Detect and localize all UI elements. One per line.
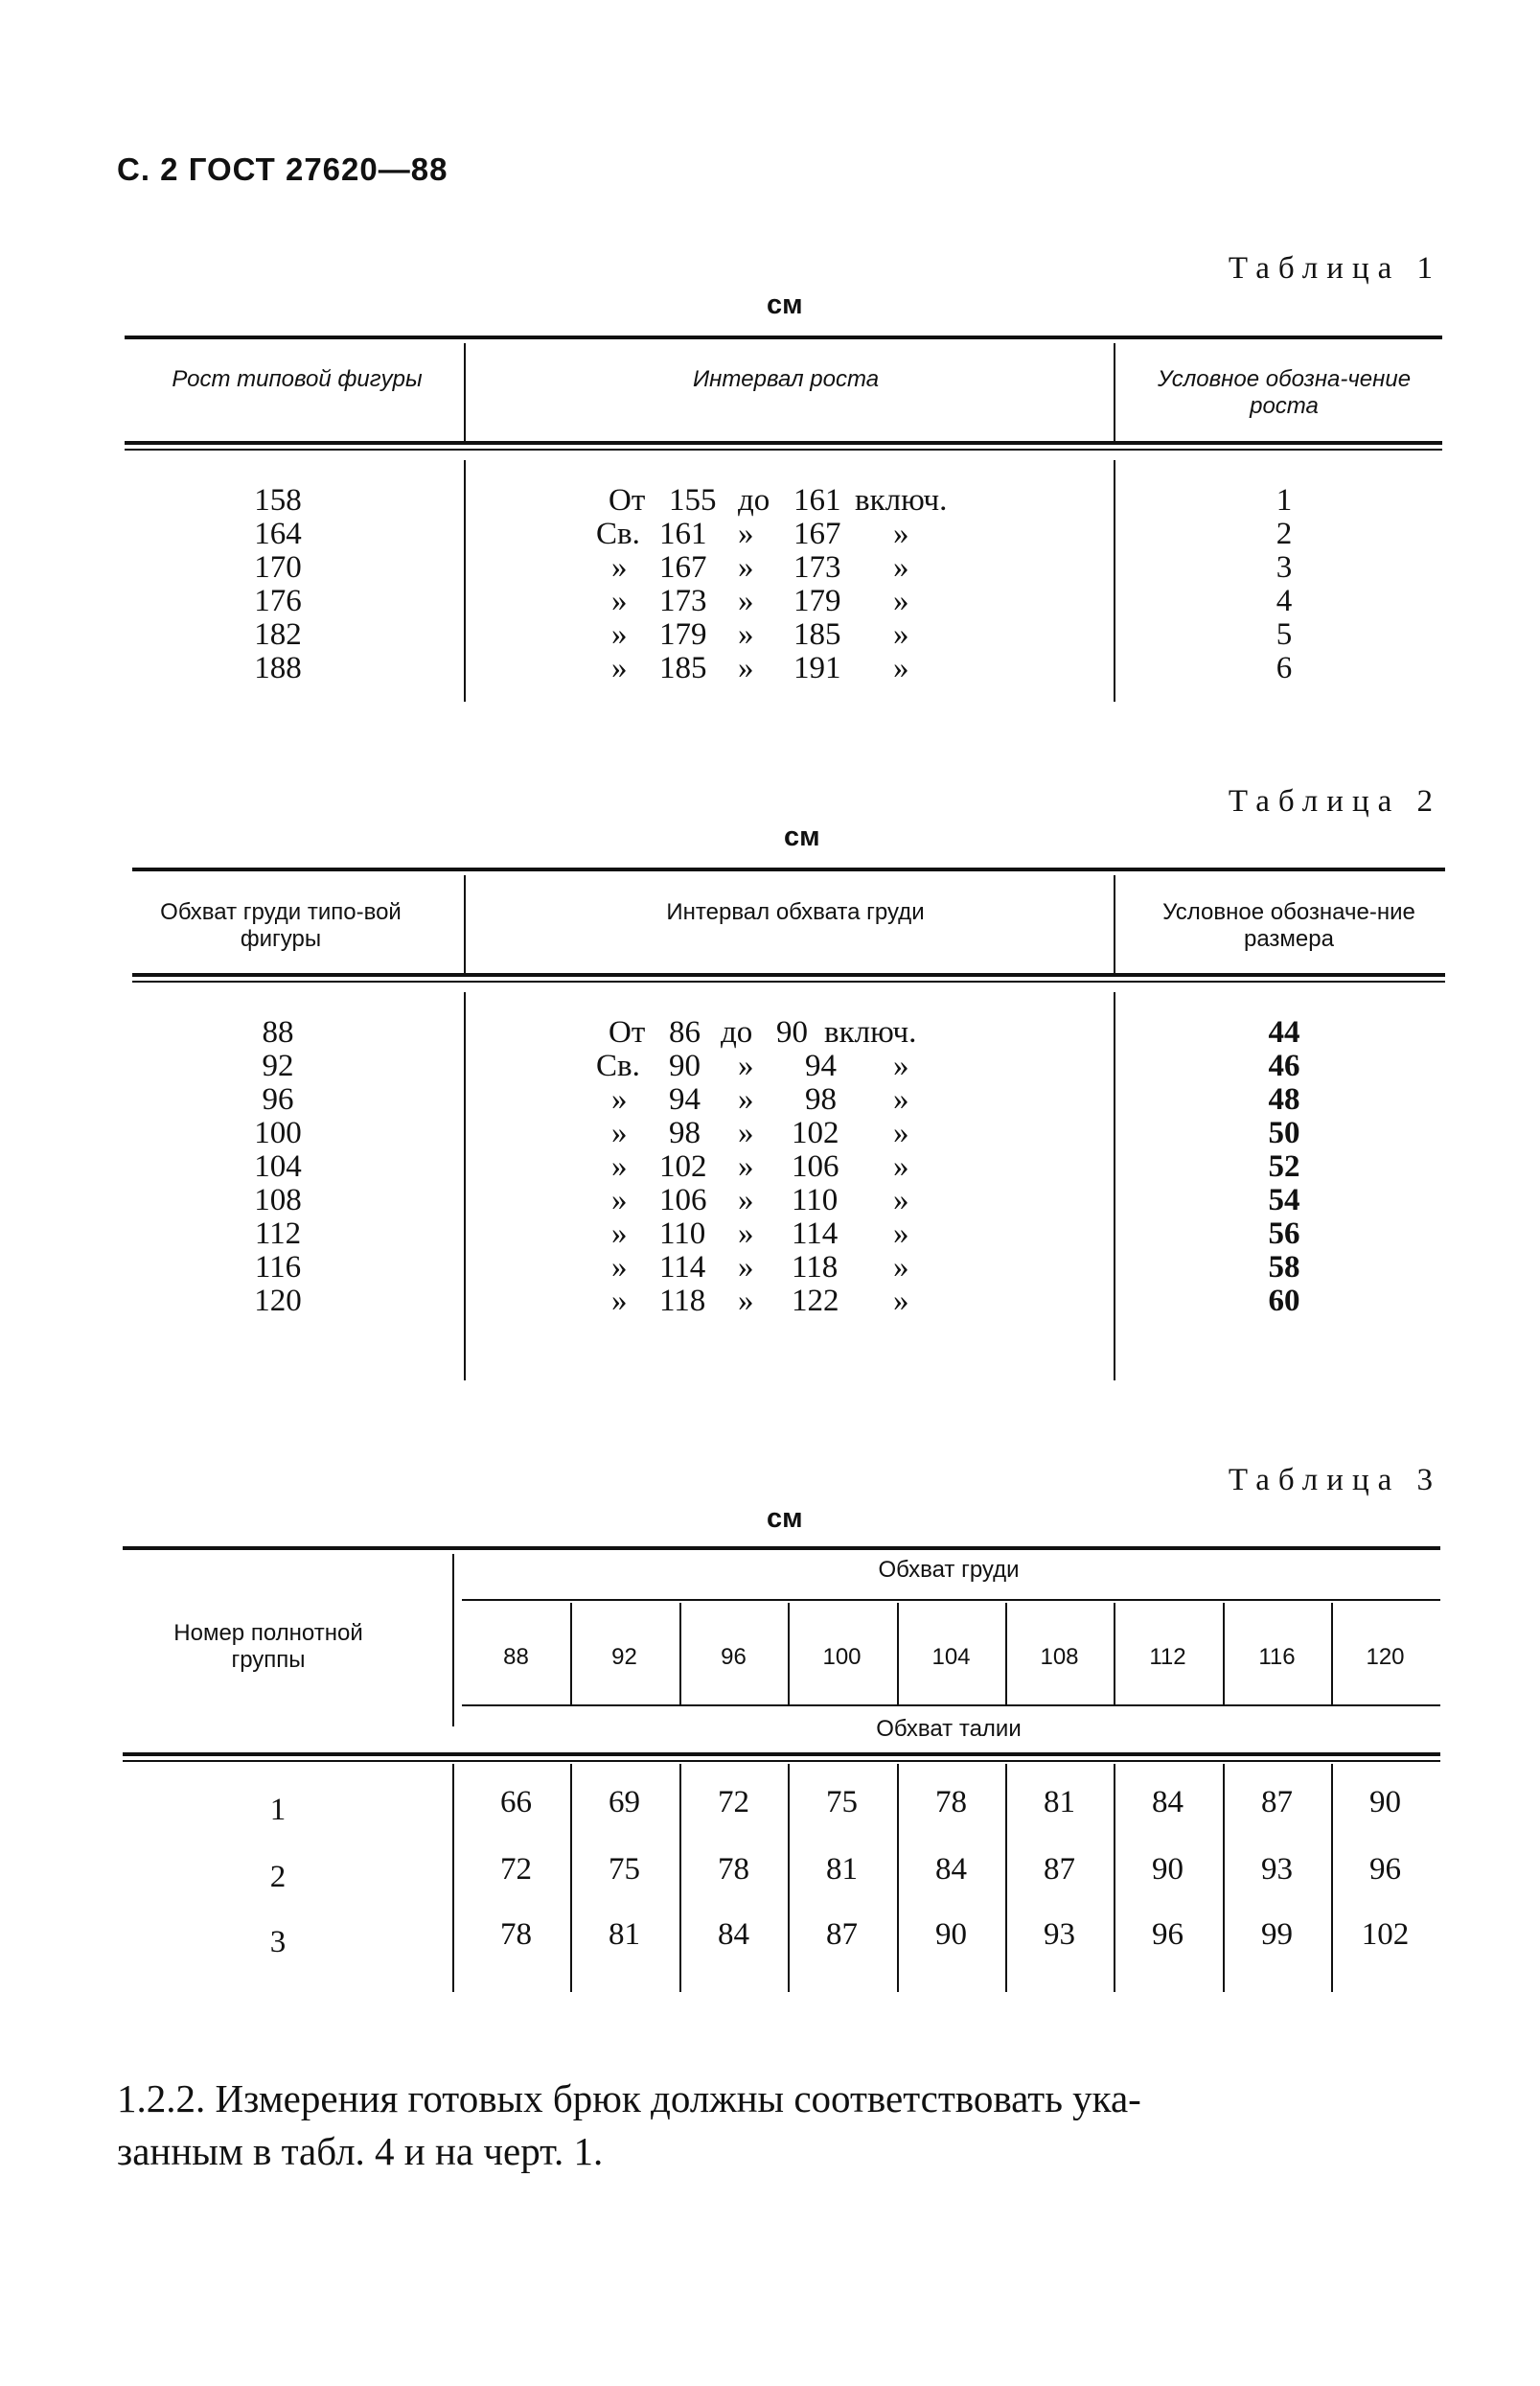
table1-divider: [464, 343, 466, 441]
table3-group-number: 3: [269, 1925, 287, 1959]
interval-suffix: »: [893, 1082, 909, 1117]
table1-unit: см: [767, 290, 803, 320]
interval-prefix: »: [611, 651, 628, 685]
table3-waist-value: 87: [1044, 1852, 1075, 1887]
table2-chest-value: 92: [262, 1049, 294, 1083]
table2-chest-value: 96: [262, 1082, 294, 1117]
table3-group-number: 2: [269, 1860, 287, 1894]
interval-prefix: Св.: [596, 517, 640, 551]
table3-divider: [452, 1554, 454, 1726]
table3-waist-value: 72: [500, 1852, 532, 1887]
interval-suffix: включ.: [824, 1015, 917, 1050]
table1-top-rule: [125, 336, 1442, 339]
table3-waist-value: 81: [609, 1917, 640, 1952]
interval-suffix: »: [893, 651, 909, 685]
interval-to: 90: [776, 1015, 808, 1050]
table2-header-rule: [132, 973, 1445, 977]
interval-to: 179: [793, 584, 841, 618]
interval-to-word: »: [738, 651, 754, 685]
table2-header-chest: Обхват груди типо-вой фигуры: [160, 899, 402, 952]
interval-suffix: »: [893, 617, 909, 652]
table1-height-value: 164: [254, 517, 302, 551]
table1-height-value: 176: [254, 584, 302, 618]
table1-header-rule: [125, 441, 1442, 445]
interval-to-word: до: [738, 483, 770, 518]
interval-prefix: »: [611, 1183, 628, 1217]
interval-from: 161: [659, 517, 707, 551]
table1-divider: [1114, 460, 1115, 702]
interval-prefix: От: [609, 1015, 646, 1050]
interval-to-word: »: [738, 1049, 754, 1083]
table3-waist-value: 78: [935, 1785, 967, 1819]
interval-to-word: »: [738, 1284, 754, 1318]
table3-chest-header: 104: [931, 1644, 971, 1670]
interval-suffix: »: [893, 584, 909, 618]
table3-chest-header: 92: [611, 1644, 637, 1670]
interval-from: 110: [659, 1216, 706, 1251]
table1-code-value: 6: [1276, 651, 1293, 685]
interval-from: 102: [659, 1149, 707, 1184]
table2-interval-row: [575, 1117, 977, 1150]
interval-suffix: »: [893, 1250, 909, 1285]
table3-waist-rule: [462, 1704, 1440, 1706]
table2-header-rule-2: [132, 981, 1445, 983]
table2-code-value: 52: [1268, 1149, 1300, 1184]
table1-interval-row: [575, 551, 977, 585]
table3-waist-value: 87: [826, 1917, 858, 1952]
table2-code-column: [1188, 1016, 1380, 1318]
interval-suffix: »: [893, 1149, 909, 1184]
interval-to: 185: [793, 617, 841, 652]
table2-code-value: 48: [1268, 1082, 1300, 1117]
table2-header-interval: Интервал обхвата груди: [666, 899, 925, 925]
table3-waist-value: 81: [1044, 1785, 1075, 1819]
interval-to: 110: [792, 1183, 839, 1217]
interval-suffix: »: [893, 1049, 909, 1083]
interval-to-word: »: [738, 617, 754, 652]
table2-code-value: 56: [1268, 1216, 1300, 1251]
table3-waist-value: 72: [718, 1785, 749, 1819]
interval-to-word: »: [738, 1116, 754, 1150]
interval-prefix: »: [611, 550, 628, 585]
interval-to-word: до: [721, 1015, 753, 1050]
table3-unit: см: [767, 1503, 803, 1534]
table3-waist-value: 78: [500, 1917, 532, 1952]
interval-prefix: »: [611, 617, 628, 652]
interval-to: 167: [793, 517, 841, 551]
table2-interval-row: [575, 1150, 977, 1184]
interval-to: 106: [792, 1149, 839, 1184]
table2-code-value: 58: [1268, 1250, 1300, 1285]
table1-code-value: 2: [1276, 517, 1293, 551]
table2-code-value: 46: [1268, 1049, 1300, 1083]
table2-chest-value: 112: [254, 1216, 302, 1251]
table2-code-value: 44: [1268, 1015, 1300, 1050]
interval-to-word: »: [738, 584, 754, 618]
table3-waist-value: 96: [1369, 1852, 1401, 1887]
interval-prefix: »: [611, 584, 628, 618]
interval-prefix: »: [611, 1216, 628, 1251]
interval-from: 98: [669, 1116, 701, 1150]
interval-to: 94: [805, 1049, 837, 1083]
interval-to-word: »: [738, 1250, 754, 1285]
table1-interval-row: [575, 518, 977, 551]
table1-height-value: 170: [254, 550, 302, 585]
interval-to-word: »: [738, 1149, 754, 1184]
interval-to: 191: [793, 651, 841, 685]
table1-header-rule-2: [125, 449, 1442, 451]
interval-prefix: »: [611, 1149, 628, 1184]
table3-chest-header: 112: [1149, 1644, 1186, 1670]
interval-suffix: »: [893, 1284, 909, 1318]
table2-interval-row: [575, 1251, 977, 1285]
table2-chest-column: [182, 1016, 374, 1318]
table1-height-value: 182: [254, 617, 302, 652]
table1-code-column: [1188, 484, 1380, 685]
table2-interval-row: [575, 1184, 977, 1217]
interval-prefix: »: [611, 1284, 628, 1318]
table3-waist-value: 81: [826, 1852, 858, 1887]
table3-waist-value: 102: [1361, 1917, 1410, 1952]
table3-waist-value: 84: [935, 1852, 967, 1887]
table3-waist-value: 75: [826, 1785, 858, 1819]
interval-suffix: »: [893, 550, 909, 585]
interval-to: 161: [793, 483, 841, 518]
interval-from: 185: [659, 651, 707, 685]
interval-to: 114: [792, 1216, 839, 1251]
table3-waist-value: 90: [1369, 1785, 1401, 1819]
table3-waist-value: 84: [1152, 1785, 1184, 1819]
table1-header-height: Рост типовой фигуры: [172, 366, 423, 392]
interval-prefix: »: [611, 1250, 628, 1285]
paragraph-line-1: 1.2.2. Измерения готовых брюк должны соответствовать ука-: [117, 2076, 1141, 2120]
table3-waist-value: 99: [1261, 1917, 1293, 1952]
table3-waist-value: 90: [1152, 1852, 1184, 1887]
table2-interval-row: [575, 1217, 977, 1251]
interval-to: 118: [792, 1250, 839, 1285]
interval-suffix: »: [893, 1116, 909, 1150]
interval-to-word: »: [738, 550, 754, 585]
interval-from: 179: [659, 617, 707, 652]
interval-suffix: включ.: [855, 483, 948, 518]
table2-chest-value: 88: [262, 1015, 294, 1050]
table2-chest-value: 108: [254, 1183, 302, 1217]
table3-chest-header: 100: [822, 1644, 862, 1670]
table1-interval-row: [575, 484, 977, 518]
table2-interval-row: [575, 1285, 977, 1318]
table3-divider: [452, 1764, 454, 1992]
interval-from: 173: [659, 584, 707, 618]
table3-row-header: Номер полнотной группы: [173, 1620, 363, 1673]
interval-prefix: Св.: [596, 1049, 640, 1083]
table1-code-value: 5: [1276, 617, 1293, 652]
table3-bottom-header: Обхват талии: [876, 1716, 1022, 1742]
table3-waist-value: 96: [1152, 1917, 1184, 1952]
table3-chest-header: 88: [503, 1644, 529, 1670]
interval-from: 118: [659, 1284, 706, 1318]
interval-from: 106: [659, 1183, 707, 1217]
table3-chest-rule: [462, 1599, 1440, 1601]
table1-caption: Таблица 1: [1228, 251, 1441, 286]
table1-code-value: 1: [1276, 483, 1293, 518]
table3-waist-value: 93: [1044, 1917, 1075, 1952]
table1-height-value: 158: [254, 483, 302, 518]
table1-divider: [1114, 343, 1115, 441]
interval-prefix: »: [611, 1082, 628, 1117]
table1-interval-row: [575, 652, 977, 685]
table3-chest-header: 108: [1040, 1644, 1079, 1670]
table2-caption: Таблица 2: [1228, 784, 1441, 819]
table2-divider: [1114, 992, 1115, 1380]
table2-interval-row: [575, 1016, 977, 1050]
table2-code-value: 50: [1268, 1116, 1300, 1150]
interval-prefix: От: [609, 483, 646, 518]
table3-waist-value: 93: [1261, 1852, 1293, 1887]
table3-waist-value: 87: [1261, 1785, 1293, 1819]
table2-chest-value: 116: [254, 1250, 302, 1285]
table3-header-rule-2: [123, 1760, 1440, 1762]
table2-top-rule: [132, 868, 1445, 871]
interval-from: 114: [659, 1250, 706, 1285]
table3-chest-header: 96: [721, 1644, 747, 1670]
table3-waist-value: 69: [609, 1785, 640, 1819]
table3-caption: Таблица 3: [1228, 1463, 1441, 1497]
interval-suffix: »: [893, 517, 909, 551]
interval-from: 90: [669, 1049, 701, 1083]
interval-to: 98: [805, 1082, 837, 1117]
table2-interval-row: [575, 1083, 977, 1117]
interval-to: 173: [793, 550, 841, 585]
table3-waist-value: 75: [609, 1852, 640, 1887]
table2-code-value: 60: [1268, 1284, 1300, 1318]
table3-top-header: Обхват груди: [878, 1557, 1020, 1583]
table2-unit: см: [784, 822, 820, 852]
table3-waist-value: 84: [718, 1917, 749, 1952]
table1-code-value: 3: [1276, 550, 1293, 585]
table3-waist-value: 66: [500, 1785, 532, 1819]
interval-from: 86: [669, 1015, 701, 1050]
table2-divider: [464, 992, 466, 1380]
table3-waist-value: 90: [935, 1917, 967, 1952]
table2-interval-column: [575, 1016, 977, 1318]
table3-waist-value: 78: [718, 1852, 749, 1887]
table2-divider: [1114, 875, 1115, 973]
paragraph-line-2: занным в табл. 4 и на черт. 1.: [117, 2129, 604, 2173]
table1-code-value: 4: [1276, 584, 1293, 618]
table1-interval-row: [575, 585, 977, 618]
table3-header-rule: [123, 1752, 1440, 1756]
interval-to: 102: [792, 1116, 839, 1150]
table1-divider: [464, 460, 466, 702]
interval-prefix: »: [611, 1116, 628, 1150]
table1-height-value: 188: [254, 651, 302, 685]
table2-chest-value: 100: [254, 1116, 302, 1150]
interval-suffix: »: [893, 1216, 909, 1251]
interval-to-word: »: [738, 1082, 754, 1117]
page-header: С. 2 ГОСТ 27620—88: [117, 151, 448, 187]
table3-group-number: 1: [269, 1793, 287, 1827]
table3-chest-header: 116: [1258, 1644, 1296, 1670]
table2-header-code: Условное обозначе-ние размера: [1162, 899, 1415, 952]
interval-from: 94: [669, 1082, 701, 1117]
interval-to-word: »: [738, 517, 754, 551]
interval-to-word: »: [738, 1183, 754, 1217]
table1-interval-row: [575, 618, 977, 652]
table2-chest-value: 104: [254, 1149, 302, 1184]
table1-interval-column: [575, 484, 977, 685]
interval-to: 122: [792, 1284, 839, 1318]
table2-chest-value: 120: [254, 1284, 302, 1318]
interval-suffix: »: [893, 1183, 909, 1217]
interval-to-word: »: [738, 1216, 754, 1251]
interval-from: 167: [659, 550, 707, 585]
table1-height-column: [182, 484, 374, 685]
table2-interval-row: [575, 1050, 977, 1083]
table3-top-rule: [123, 1546, 1440, 1550]
interval-from: 155: [669, 483, 717, 518]
table3-chest-header: 120: [1366, 1644, 1405, 1670]
table2-code-value: 54: [1268, 1183, 1300, 1217]
table2-divider: [464, 875, 466, 973]
table1-header-interval: Интервал роста: [692, 366, 880, 392]
table1-header-code: Условное обозна-чение роста: [1157, 366, 1412, 419]
